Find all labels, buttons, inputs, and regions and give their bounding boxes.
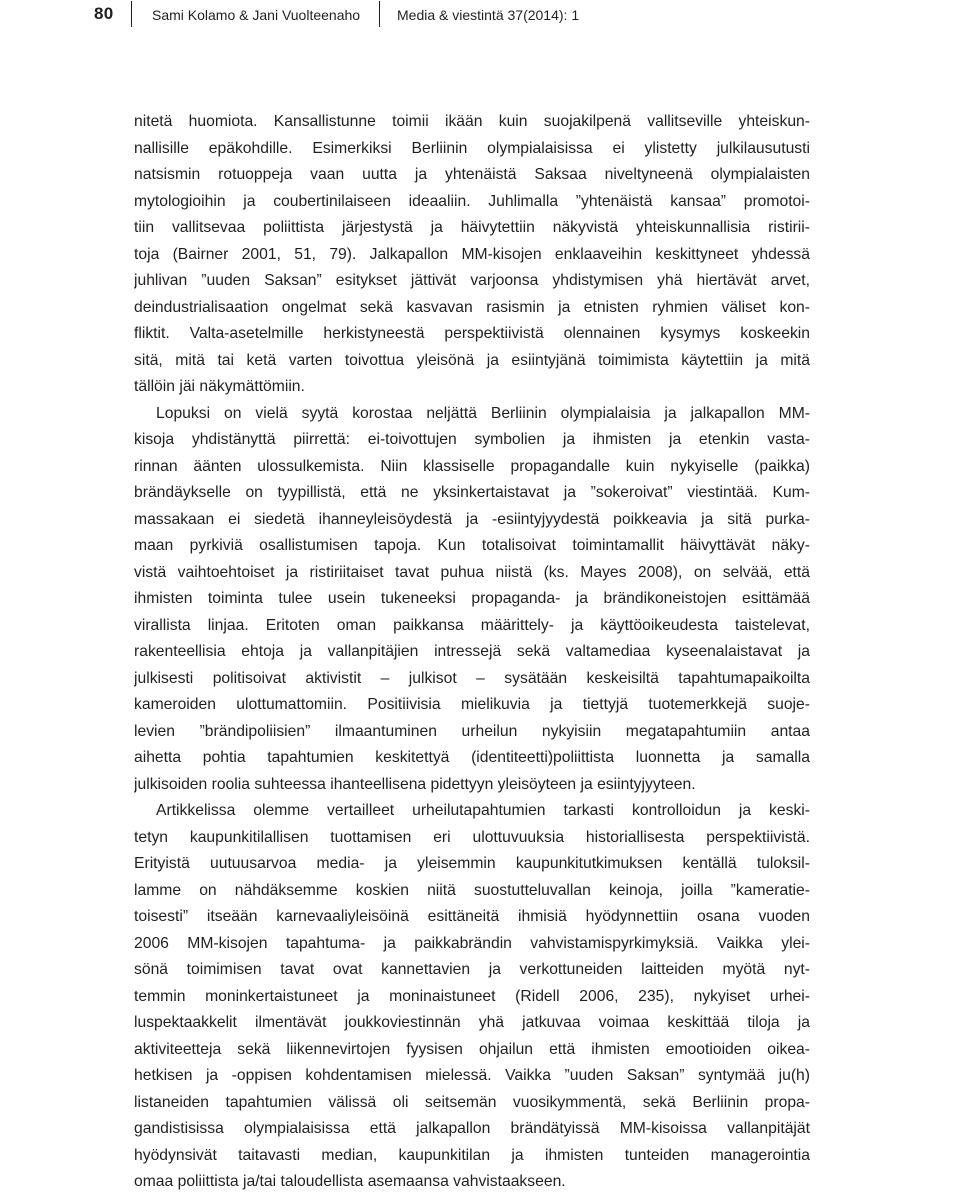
text-line: nitetä huomiota. Kansallistunne toimii ikään kuin suojakilpenä vallitseville yhteiskun- <box>134 113 810 130</box>
text-line: temmin moninkertaistuneet ja moninaistuneet (Ridell 2006, 235), nykyiset urhei- <box>134 987 810 1005</box>
text-line: hyödynsivät taitavasti median, kaupunkitilan ja ihmisten tunteiden managerointia <box>134 1146 810 1164</box>
text-line: luspektaakkelit ilmentävät joukkoviestinnän yhä jatkuvaa voimaa keskittää tiloja ja <box>134 1014 810 1031</box>
article-body <box>134 109 810 1196</box>
text-line: omaa poliittista ja/tai taloudellista asemaansa vahvistaakseen. <box>134 1173 566 1190</box>
text-line: hetkisen ja -oppisen kohdentamisen mielessä. Vaikka ”uuden Saksan” syntymää ju(h) <box>134 1067 810 1084</box>
text-line: Lopuksi on vielä syytä korostaa neljättä Berliinin olympialaisia ja jalkapallon MM- <box>156 404 810 422</box>
text-line: sitä, mitä tai ketä varten toivottua yleisönä ja esiintyjänä toimimista käytettiin ja mitä <box>134 351 810 369</box>
text-line: juhlivan ”uuden Saksan” esitykset jättivät varjoonsa yhdistymisen yhä hiertävät arvet, <box>134 272 810 289</box>
text-line: sönä toimimisen tavat ovat kannettavien ja verkottuneiden laitteiden myötä nyt- <box>134 961 810 978</box>
text-line: rinnan äänten ulossulkemista. Niin klassiselle propagandalle kuin nykyiselle (paikka) <box>134 457 810 475</box>
text-line: tiin vallitsevaa poliittista järjestystä ja häivytettiin näkyvistä yhteiskunnallisia ristirii- <box>134 219 810 236</box>
text-line: kameroiden ulottumattomiin. Positiivisia mielikuvia ja tiettyjä tuotemerkkejä suoje- <box>134 696 810 713</box>
page-number: 80 <box>94 4 114 23</box>
text-line: julkisoiden roolia suhteessa ihanteellisena pidettyyn yleisöyteen ja esiintyjyyteen. <box>134 775 696 793</box>
text-line: tällöin jäi näkymättömiin. <box>134 378 305 395</box>
text-line: gandistisissa olympialaisissa että jalkapallon brändätyissä MM-kisoissa vallanpitäjät <box>134 1120 810 1137</box>
header-divider <box>379 1 380 27</box>
text-line: lamme on nähdäksemme koskien niitä suostutteluvallan keinoja, joilla ”kameratie- <box>134 881 810 899</box>
text-line: aktiviteetteja sekä liikennevirtojen fyysisen ohjailun että ihmisten emootioiden oikea- <box>134 1040 810 1058</box>
text-line: nallisille epäkohdille. Esimerkiksi Berliinin olympialaisissa ei ylistetty julkilausutusti <box>134 139 810 157</box>
text-line: fliktit. Valta-asetelmille herkistyneestä perspektiivistä olennainen kysymys koskeekin <box>134 325 810 342</box>
text-line: rakenteellisia ehtoja ja vallanpitäjien intressejä sekä valtamediaa kyseenalaistavat ja <box>134 643 810 660</box>
text-line: natsismin rotuoppeja vaan uutta ja yhtenäistä Saksaa niveltyneenä olympialaisten <box>134 166 810 183</box>
text-line: massakaan ei siedetä ihanneyleisöydestä ja -esiintyjyydestä poikkeavia ja sitä purka- <box>134 510 810 528</box>
text-line: toisesti” itseään karnevaaliyleisöinä esittäneitä ihmisiä hyödynnettiin osana vuoden <box>134 908 810 925</box>
text-line: maan pyrkiviä osallistumisen tapoja. Kun totalisoivat toimintamallit häivyttävät näky- <box>134 537 810 554</box>
text-line: vistä vaihtoehtoiset ja ristiriitaiset tavat puhua niistä (ks. Mayes 2008), on selvää, että <box>134 563 810 581</box>
text-line: deindustrialisaation ongelmat sekä kasvavan rasismin ja etnisten ryhmien väliset kon- <box>134 298 810 316</box>
paragraph <box>134 798 810 1196</box>
text-line: virallista linjaa. Eritoten oman paikkansa määrittely- ja käyttöoikeudesta taistelevat, <box>134 616 810 634</box>
text-line: mytologioihin ja coubertinilaiseen ideaaliin. Juhlimalla ”yhtenäistä kansaa” promotoi- <box>134 192 810 210</box>
text-line: kisoja yhdistänyttä piirrettä: ei-toivottujen symbolien ja ihmisten ja etenkin vasta- <box>134 431 810 448</box>
text-line: levien ”brändipoliisien” ilmaantuminen urheilun nykyisiin megatapahtumiin antaa <box>134 722 810 740</box>
text-line: Artikkelissa olemme vertailleet urheilutapahtumien tarkasti kontrolloidun ja keski- <box>156 802 810 819</box>
text-line: brändäykselle on tyypillistä, että ne yksinkertaistavat ja ”sokeroivat” viestintää. Kum- <box>134 484 810 501</box>
text-line: aihetta pohtia tapahtumien keskitettyä (identiteetti)poliittista luonnetta ja samalla <box>134 749 810 766</box>
text-line: tetyn kaupunkitilallisen tuottamisen eri ulottuvuuksia historiallisesta perspektiivistä. <box>134 828 810 846</box>
running-header <box>0 0 960 26</box>
text-line: toja (Bairner 2001, 51, 79). Jalkapallon MM-kisojen enklaaveihin keskittyneet yhdessä <box>134 245 810 263</box>
header-divider <box>131 1 132 27</box>
paragraph <box>134 401 810 799</box>
text-line: Erityistä uutuusarvoa media- ja yleisemmin kaupunkitutkimuksen kentällä tuloksil- <box>134 855 810 872</box>
text-line: ihmisten toiminta tulee usein tukeneeksi propaganda- ja brändikoneistojen esittämää <box>134 590 810 607</box>
text-line: julkisesti politisoivat aktivistit – julkisot – sysätään keskeisiltä tapahtumapaikoilta <box>134 669 810 687</box>
text-line: listaneiden tapahtumien välissä oli seitsemän vuosikymmentä, sekä Berliinin propa- <box>134 1093 810 1111</box>
running-head-authors: Sami Kolamo & Jani Vuolteenaho <box>152 7 361 23</box>
text-line: 2006 MM-kisojen tapahtuma- ja paikkabrändin vahvistamispyrkimyksiä. Vaikka ylei- <box>134 934 810 952</box>
paragraph <box>134 109 810 401</box>
running-head-journal: Media & viestintä 37(2014): 1 <box>397 7 580 23</box>
